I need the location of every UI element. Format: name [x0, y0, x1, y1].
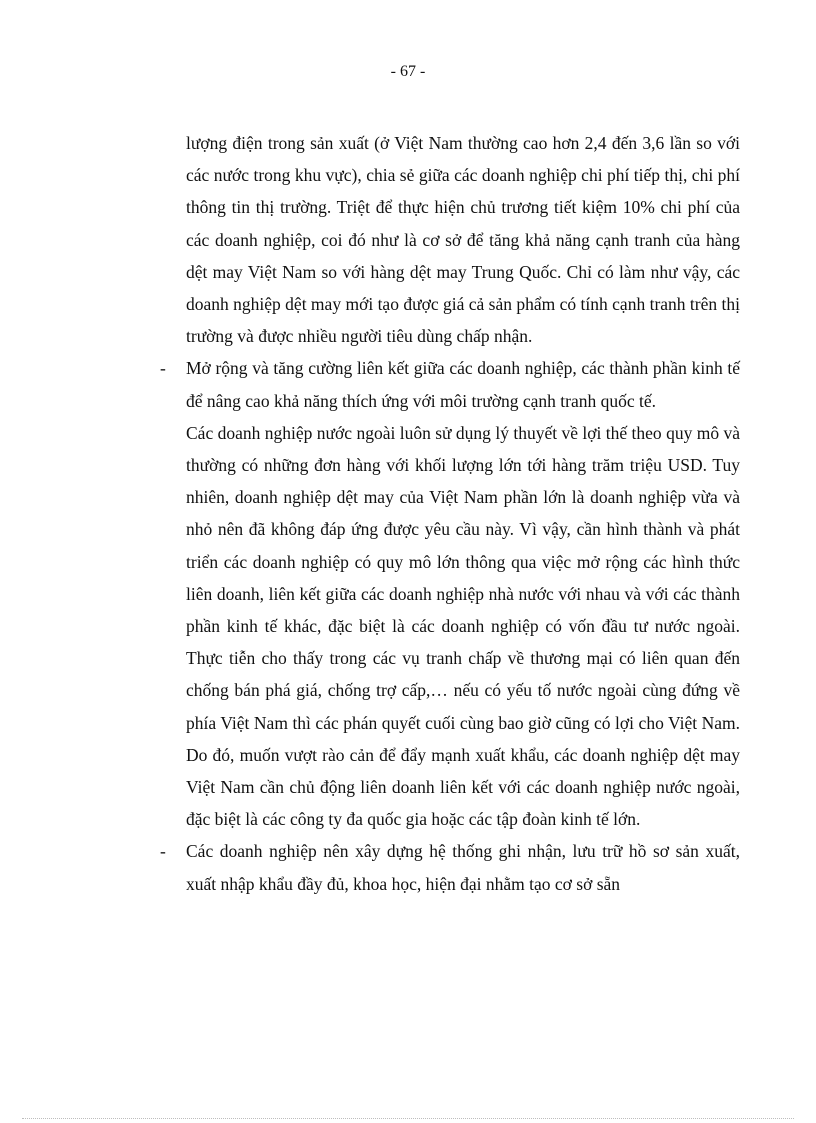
bullet-item-2 [160, 835, 740, 899]
page-bottom-divider [22, 1118, 794, 1119]
document-body [160, 127, 740, 900]
bullet-dash: - [160, 358, 166, 379]
bullet-dash: - [160, 841, 166, 862]
page-number: - 67 - [390, 63, 426, 80]
paragraph-continuation: lượng điện trong sản xuất (ở Việt Nam thường cao hơn 2,4 đến 3,6 lần so với các nước trong khu vực), chia sẻ giữa các doanh nghiệp chi phí tiếp thị, chi phí thông tin thị trường. Triệt để thực hiện chủ trương tiết kiệm 10% chi phí của các doanh nghiệp, coi đó như là cơ sở để tăng khả năng cạnh tranh của hàng dệt may Việt Nam so với hàng dệt may Trung Quốc. Chỉ có làm như vậy, các doanh nghiệp dệt may mới tạo được giá cả sản phẩm có tính cạnh tranh trên thị trường và được nhiều người tiêu dùng chấp nhận. [186, 133, 740, 347]
paragraph-body: Các doanh nghiệp nước ngoài luôn sử dụng lý thuyết về lợi thế theo quy mô và thường có những đơn hàng với khối lượng lớn tới hàng trăm triệu USD. Tuy nhiên, doanh nghiệp dệt may của Việt Nam phần lớn là doanh nghiệp vừa và nhỏ nên đã không đáp ứng được yêu cầu này. Vì vậy, cần hình thành và phát triển các doanh nghiệp có quy mô lớn thông qua việc mở rộng các hình thức liên doanh, liên kết giữa các doanh nghiệp nhà nước với nhau và với các thành phần kinh tế khác, đặc biệt là các doanh nghiệp có vốn đầu tư nước ngoài. Thực tiễn cho thấy trong các vụ tranh chấp về thương mại có liên quan đến chống bán phá giá, chống trợ cấp,… nếu có yếu tố nước ngoài cùng đứng về phía Việt Nam thì các phán quyết cuối cùng bao giờ cũng có lợi cho Việt Nam. Do đó, muốn vượt rào cản để đẩy mạnh xuất khẩu, các doanh nghiệp dệt may Việt Nam cần chủ động liên doanh liên kết với các doanh nghiệp nước ngoài, đặc biệt là các công ty đa quốc gia hoặc các tập đoàn kinh tế lớn. [186, 422, 740, 830]
bullet-item-1-text: Mở rộng và tăng cường liên kết giữa các doanh nghiệp, các thành phần kinh tế để nâng cao khả năng thích ứng với môi trường cạnh tranh quốc tế. [186, 358, 740, 411]
bullet-item-2-text: Các doanh nghiệp nên xây dựng hệ thống ghi nhận, lưu trữ hồ sơ sản xuất, xuất nhập khẩu đầy đủ, khoa học, hiện đại nhằm tạo cơ sở sẵn [186, 841, 740, 894]
bullet-item-1 [160, 352, 740, 416]
